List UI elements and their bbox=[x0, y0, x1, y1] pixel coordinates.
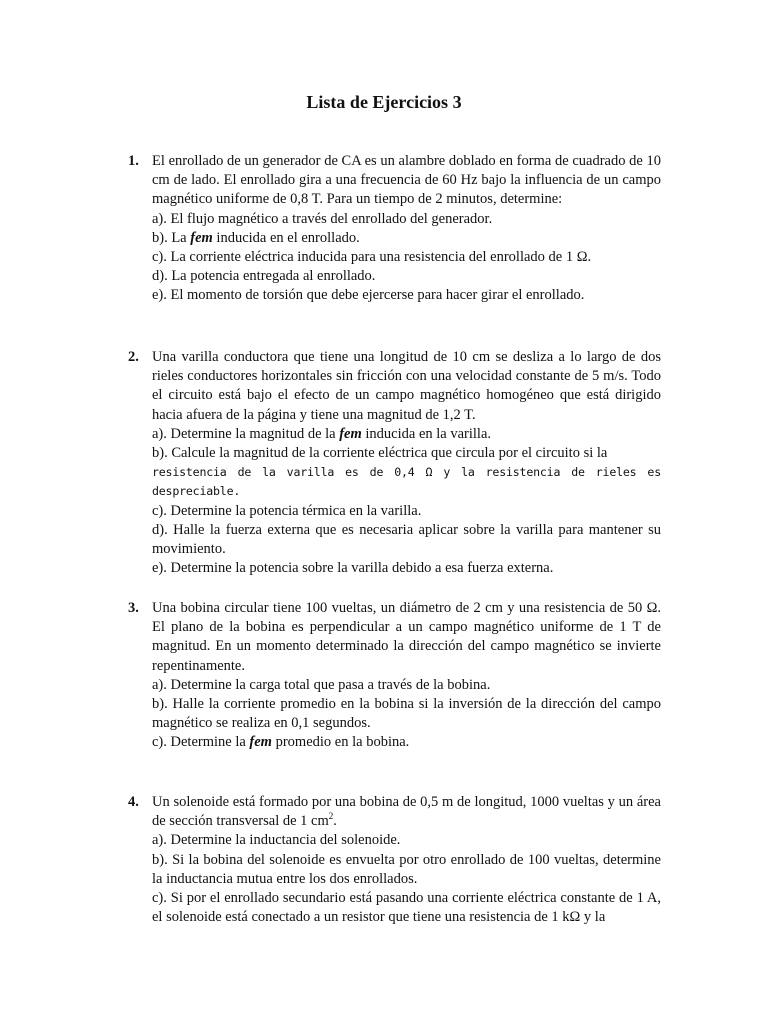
item-b: b). Si la bobina del solenoide es envuelta por otro enrollado de 100 vueltas, determine la inductancia mutua entre los dos enrollados. bbox=[152, 851, 661, 887]
fem-term: fem bbox=[190, 229, 213, 246]
exercise-body bbox=[152, 152, 661, 306]
exercise-statement: Un solenoide está formado por una bobina de 0,5 m de longitud, 1000 vueltas y un área de sección transversal de 1 $cm^2$. bbox=[152, 794, 661, 830]
exercise-statement: Una bobina circular tiene 100 vueltas, un diámetro de 2 cm y una resistencia de 50 Ω. El plano de la bobina es perpendicular a un campo magnético uniforme de 1 T de magnitud. En un momento determinado la dirección del campo magnético se invierte repentinamente. bbox=[152, 600, 661, 674]
exercise-number: 3. bbox=[128, 600, 139, 616]
exercise-statement: Una varilla conductora que tiene una longitud de 10 cm se desliza a lo largo de dos rieles conductores horizontales sin fricción con una velocidad constante de 5 m/s. Todo el circuito está bajo el efecto de un campo magnético homogéneo que está dirigido hacia afuera de la página y tiene una magnitud de 1,2 T. bbox=[152, 349, 661, 423]
fem-term: fem bbox=[249, 734, 272, 751]
item-b: b). La fem inducida en el enrollado. bbox=[152, 229, 360, 246]
item-e: e). El momento de torsión que debe ejercerse para hacer girar el enrollado. bbox=[152, 287, 585, 304]
item-c: c). Determine la potencia térmica en la varilla. bbox=[152, 502, 422, 519]
item-a: a). Determine la carga total que pasa a través de la bobina. bbox=[152, 676, 491, 693]
page-title: Lista de Ejercicios 3 bbox=[306, 92, 462, 112]
exercise-statement: El enrollado de un generador de CA es un alambre doblado en forma de cuadrado de 10 cm de lado. El enrollado gira a una frecuencia de 60 Hz bajo la influencia de un campo magnético uniforme de 0,8 T. Para un tiempo de 2 minutos, determine: bbox=[152, 153, 661, 208]
item-c: c). Determine la fem promedio en la bobina. bbox=[152, 734, 410, 751]
item-a: a). Determine la inductancia del solenoide. bbox=[152, 832, 401, 849]
exercise-number: 1. bbox=[128, 153, 139, 169]
item-d: d). La potencia entregada al enrollado. bbox=[152, 268, 376, 285]
exercise-body bbox=[152, 793, 661, 927]
item-b: b). Halle la corriente promedio en la bobina si la inversión de la dirección del campo magnético se realiza en 0,1 segundos. bbox=[152, 696, 661, 732]
item-c: c). La corriente eléctrica inducida para una resistencia del enrollado de 1 Ω. bbox=[152, 249, 592, 266]
fem-term: fem bbox=[339, 425, 362, 442]
exercise-number: 2. bbox=[128, 349, 139, 365]
item-b: b). Calcule la magnitud de la corriente eléctrica que circula por el circuito si la resistencia de la varilla es de 0,4 Ω y la resistencia de rieles es despreciable. bbox=[152, 445, 661, 499]
item-d: d). Halle la fuerza externa que es necesaria aplicar sobre la varilla para mantener su movimiento. bbox=[152, 521, 661, 558]
exercise-body bbox=[152, 348, 661, 578]
item-a: a). Determine la magnitud de la fem inducida en la varilla. bbox=[152, 425, 492, 442]
superscript: 2 bbox=[328, 811, 334, 822]
item-c: c). Si por el enrollado secundario está pasando una corriente eléctrica constante de 1 A, el solenoide está conectado a un resistor que tiene una resistencia de 1 kΩ y la bbox=[152, 890, 661, 926]
exercise-body bbox=[152, 599, 661, 753]
item-a: a). El flujo magnético a través del enrollado del generador. bbox=[152, 210, 493, 227]
item-e: e). Determine la potencia sobre la varilla debido a esa fuerza externa. bbox=[152, 560, 554, 577]
exercise-number: 4. bbox=[128, 794, 139, 810]
